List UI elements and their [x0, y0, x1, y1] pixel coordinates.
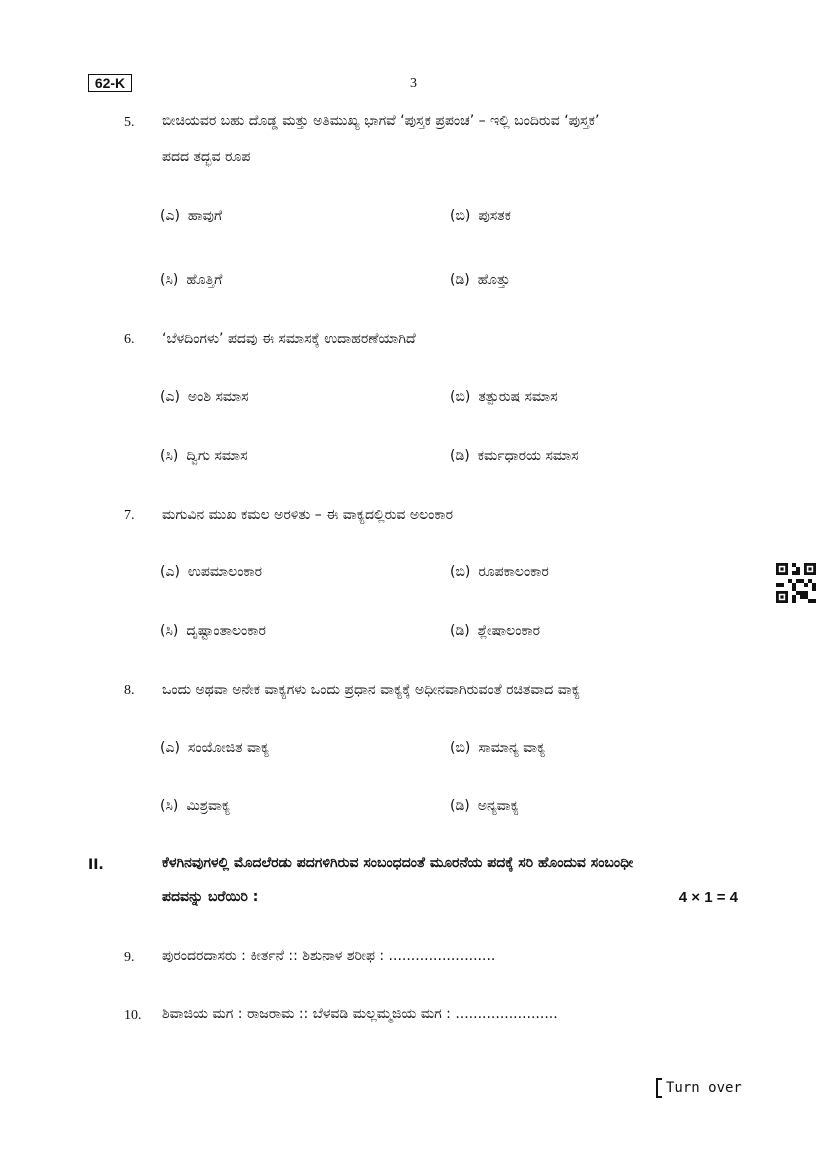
option-b: [450, 564, 549, 580]
turn-over-text: Turn over: [666, 1080, 742, 1096]
section-instruction-line2: ಪದವನ್ನು ಬರೆಯಿರಿ :: [162, 889, 259, 905]
option-text: ಅನ್ಯವಾಕ್ಯ: [477, 798, 519, 814]
option-text: ಹಾವುಗೆ: [187, 208, 223, 224]
option-c: [160, 623, 266, 639]
option-text: ರೂಪಕಾಲಂಕಾರ: [478, 564, 549, 580]
option-text: ತತ್ಪುರುಷ ಸಮಾಸ: [478, 389, 558, 405]
question-9-text: ಪುರಂದರದಾಸರು : ಕೀರ್ತನೆ :: ಶಿಶುನಾಳ ಶರೀಫ : ........................: [162, 948, 496, 964]
option-d: [450, 623, 540, 639]
question-5-line2: ಪದದ ತದ್ಭವ ರೂಪ: [162, 149, 251, 165]
option-label: (ಎ): [160, 740, 180, 756]
option-d: [450, 272, 510, 288]
turn-over-note: [656, 1078, 742, 1098]
option-text: ಮಿಶ್ರವಾಕ್ಯ: [186, 798, 231, 814]
option-text: ಸಾಮಾನ್ಯ ವಾಕ್ಯ: [478, 740, 546, 756]
option-b: [450, 740, 545, 756]
question-9-number: 9.: [124, 950, 135, 965]
question-10-number: 10.: [124, 1008, 142, 1023]
option-text: ಅಂಶಿ ಸಮಾಸ: [187, 389, 249, 405]
option-a: [160, 564, 262, 580]
page-number: 3: [410, 76, 417, 91]
option-label: (ಎ): [160, 564, 180, 580]
option-a: [160, 389, 249, 405]
option-text: ಉಪಮಾಲಂಕಾರ: [187, 564, 263, 580]
option-label: (ಸಿ): [160, 272, 179, 288]
option-c: [160, 798, 230, 814]
option-text: ಹೊತ್ತು: [477, 272, 511, 288]
option-label: (ಎ): [160, 389, 180, 405]
option-a: [160, 740, 269, 756]
option-a: [160, 208, 222, 224]
question-6-number: 6.: [124, 332, 135, 347]
question-8-text: ಒಂದು ಅಥವಾ ಅನೇಕ ವಾಕ್ಯಗಳು ಒಂದು ಪ್ರಧಾನ ವಾಕ್ಯಕ್ಕೆ ಅಧೀನವಾಗಿರುವಂತೆ ರಚಿತವಾದ ವಾಕ್ಯ: [162, 682, 580, 698]
option-text: ಹೊತ್ತಿಗೆ: [186, 272, 223, 288]
option-label: (ಬಿ): [450, 208, 471, 224]
option-b: [450, 389, 558, 405]
option-label: (ಸಿ): [160, 798, 179, 814]
option-c: [160, 448, 248, 464]
question-8-number: 8.: [124, 683, 135, 698]
option-label: (ಡಿ): [450, 798, 470, 814]
option-label: (ಡಿ): [450, 623, 470, 639]
option-label: (ಬಿ): [450, 564, 471, 580]
option-label: (ಡಿ): [450, 272, 470, 288]
option-label: (ಬಿ): [450, 740, 471, 756]
question-7-number: 7.: [124, 508, 135, 523]
option-label: (ಸಿ): [160, 448, 179, 464]
question-10-text: ಶಿವಾಜಿಯ ಮಗ : ರಾಜರಾಮ :: ಬೆಳವಡಿ ಮಲ್ಲಮ್ಮಜಿಯ ಮಗ : .......................: [162, 1006, 558, 1022]
paper-code: 62-K: [94, 75, 126, 91]
option-text: ಪುಸತಕ: [478, 208, 511, 224]
option-label: (ಡಿ): [450, 448, 470, 464]
option-text: ದ್ವಿಗು ಸಮಾಸ: [186, 448, 248, 464]
section-numeral: II.: [88, 857, 104, 873]
qr-code-icon: [776, 563, 816, 603]
question-5-line1: ಬೀಚಿಯವರ ಬಹು ದೊಡ್ಡ ಮತ್ತು ಅತಿಮುಖ್ಯ ಭಾಗವೆ ‘ಪುಸ್ತಕ ಪ್ರಪಂಚ’ – ಇಲ್ಲಿ ಬಂದಿರುವ ‘ಪುಸ್ತಕ’: [162, 113, 600, 129]
option-label: (ಸಿ): [160, 623, 179, 639]
option-text: ದೃಷ್ಟಾಂತಾಲಂಕಾರ: [186, 623, 266, 639]
option-label: (ಬಿ): [450, 389, 471, 405]
question-5-text: [162, 103, 742, 175]
option-text: ಕರ್ಮಧಾರಯ ಸಮಾಸ: [477, 448, 579, 464]
section-marks: 4 × 1 = 4: [678, 889, 738, 906]
option-text: ಸಂಯೋಜಿತ ವಾಕ್ಯ: [187, 740, 270, 756]
option-d: [450, 798, 519, 814]
option-text: ಶ್ಲೇಷಾಲಂಕಾರ: [477, 623, 541, 639]
option-b: [450, 208, 511, 224]
question-7-text: ಮಗುವಿನ ಮುಖ ಕಮಲ ಅರಳಿತು – ಈ ವಾಕ್ಯದಲ್ಲಿರುವ ಅಲಂಕಾರ: [162, 507, 454, 523]
question-6-text: ‘ಬೆಳದಿಂಗಳು’ ಪದವು ಈ ಸಮಾಸಕ್ಕೆ ಉದಾಹರಣೆಯಾಗಿದೆ: [162, 331, 416, 347]
option-label: (ಎ): [160, 208, 180, 224]
option-c: [160, 272, 222, 288]
question-5-number: 5.: [124, 115, 135, 130]
option-d: [450, 448, 579, 464]
section-instruction-line1: ಕೆಳಗಿನವುಗಳಲ್ಲಿ ಮೊದಲೆರಡು ಪದಗಳಿಗಿರುವ ಸಂಬಂಧದಂತೆ ಮೂರನೆಯ ಪದಕ್ಕೆ ಸರಿ ಹೊಂದುವ ಸಂಬಂಧೀ: [162, 855, 634, 871]
bracket-mark: [656, 1078, 662, 1098]
